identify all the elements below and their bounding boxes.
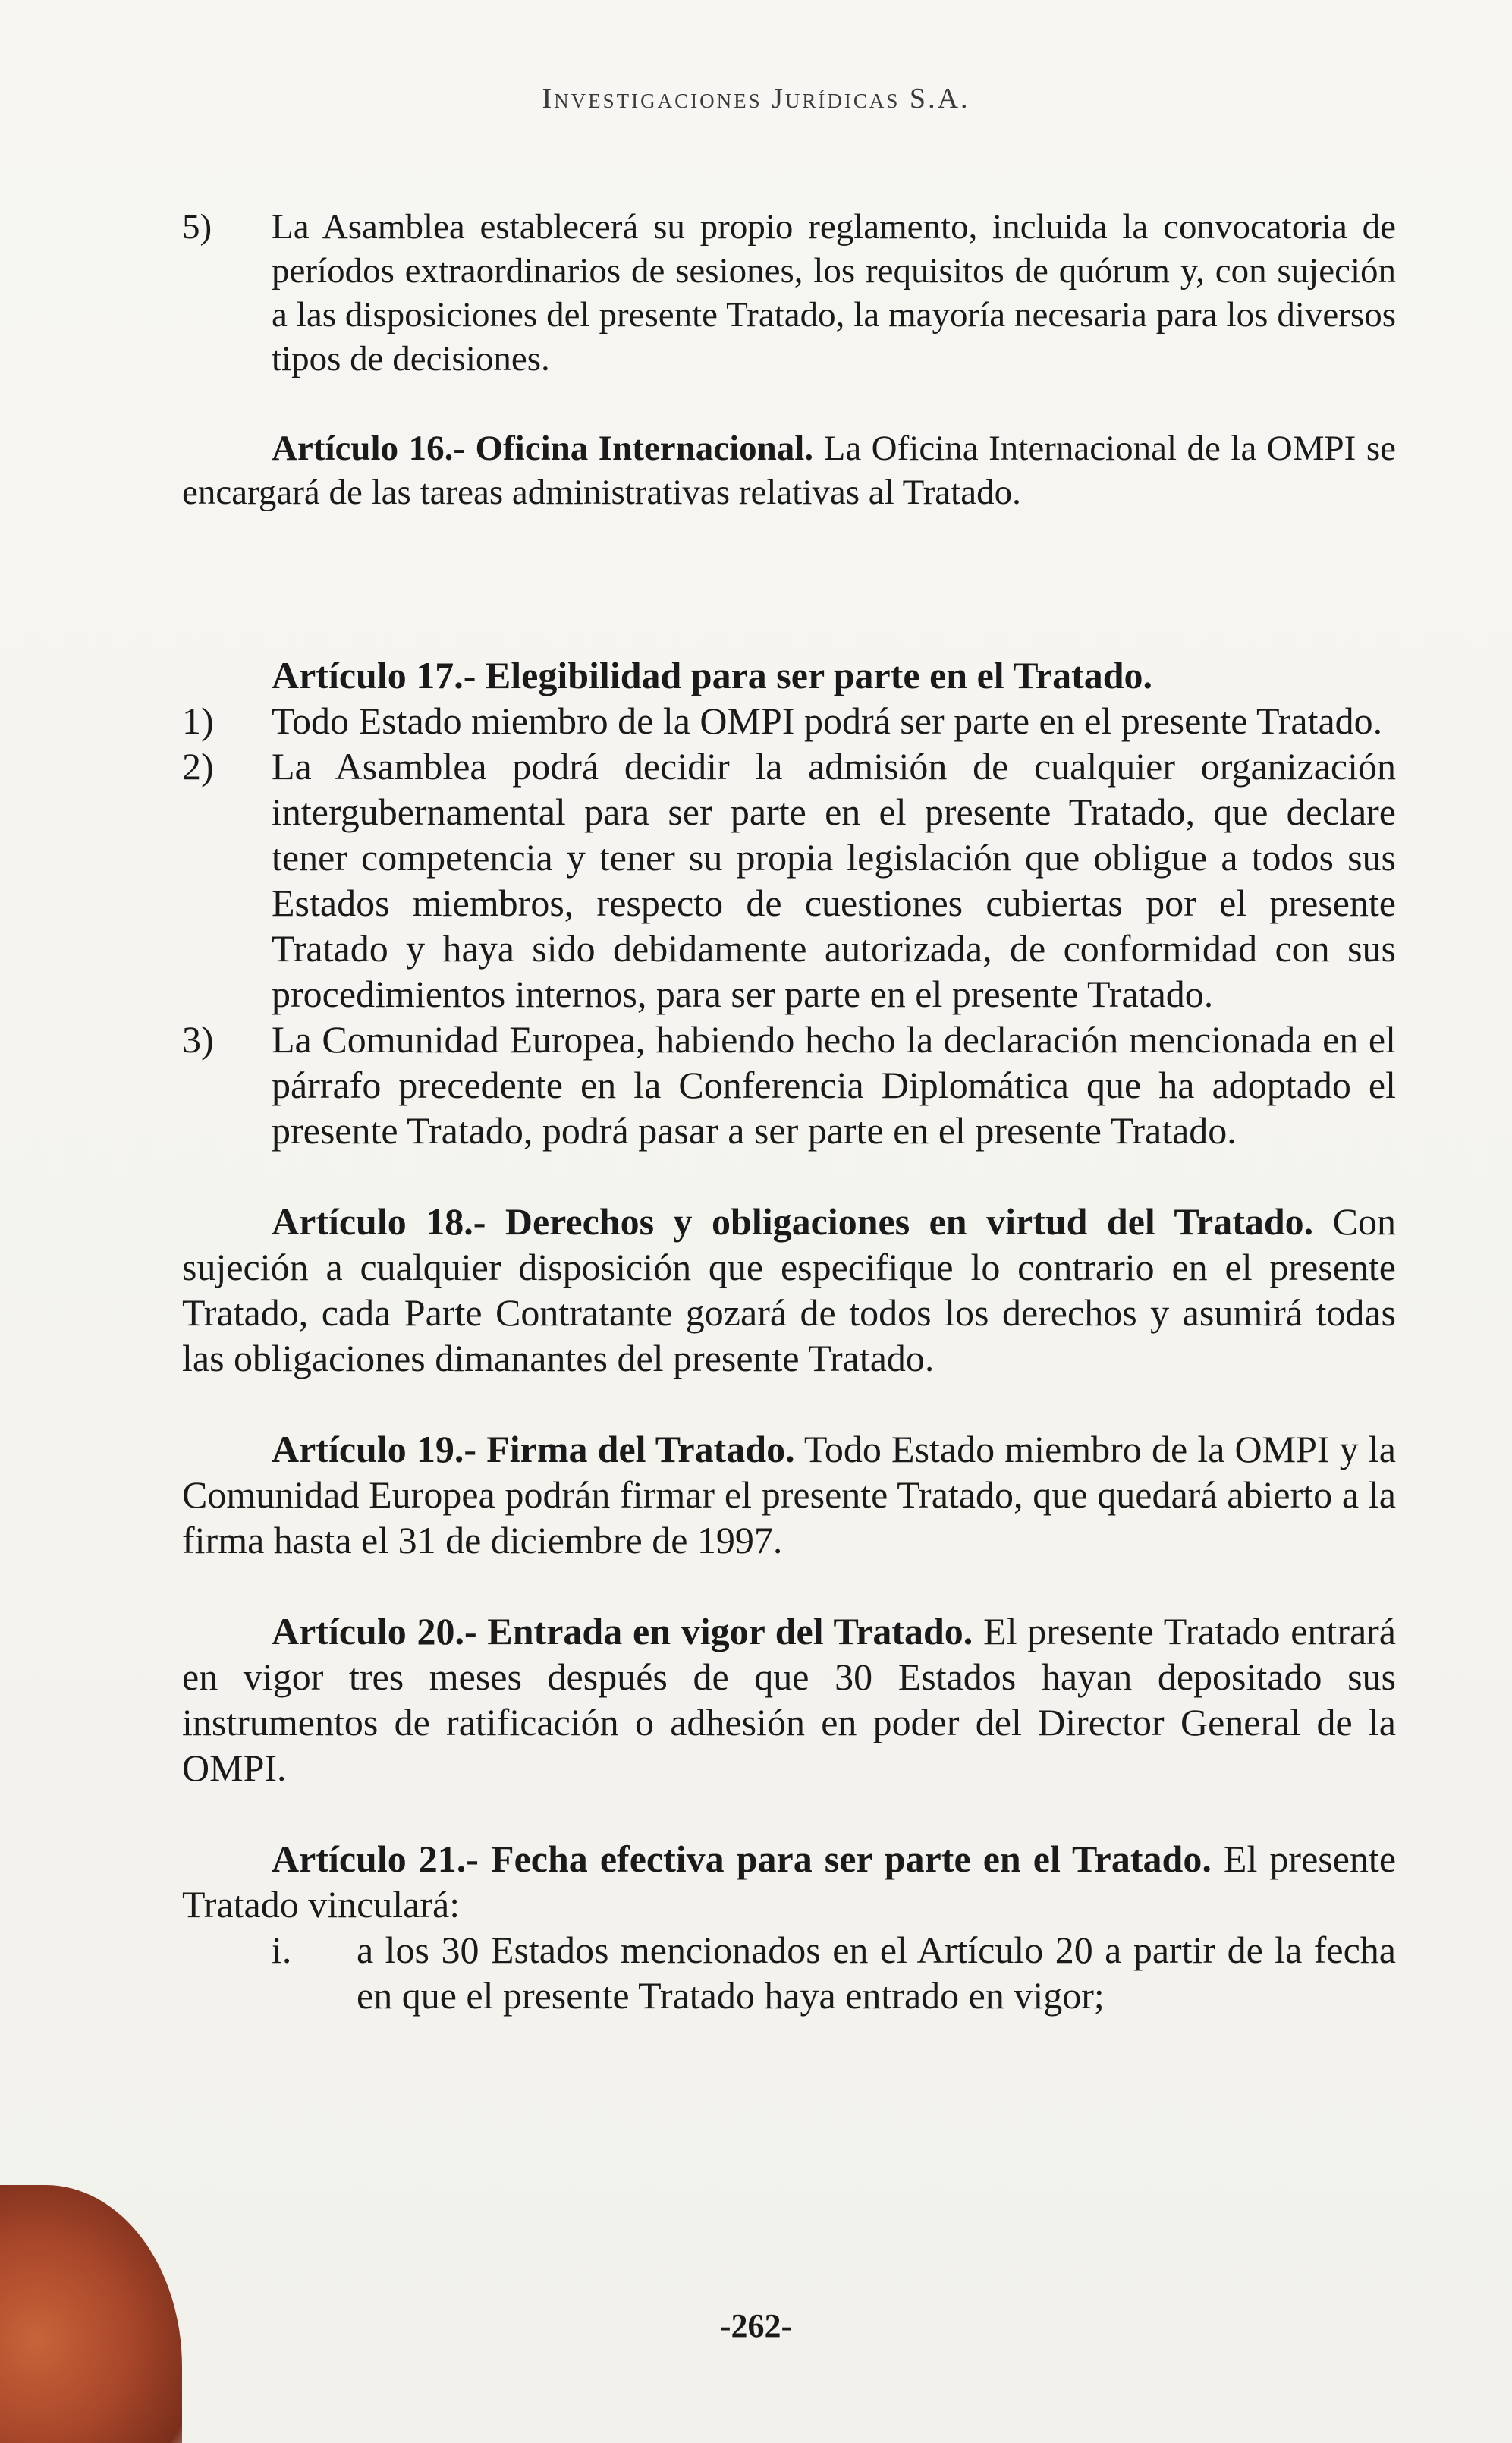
- article-17-title: [182, 652, 1396, 698]
- thumb-photo-edge: [0, 2185, 182, 2443]
- item-text: La Asamblea establecerá su propio reglamento, incluida la convocatoria de períodos extraordinarios de sesiones, los requisitos de quórum y, con sujeción a las disposiciones del presente Tratado, la mayoría necesaria para los diversos tipos de decisiones.: [272, 207, 1396, 379]
- article-19-text: Todo Estado miembro de la OMPI y la Comunidad Europea podrán firmar el presente Tratado, que quedará abierto a la firma hasta el 31 de diciembre de 1997.: [182, 1428, 1396, 1561]
- article-16: [182, 426, 1396, 514]
- item-number: 5): [182, 207, 212, 247]
- article-17-item-2: [182, 744, 1396, 1017]
- item-number: 2): [182, 745, 214, 788]
- article-18-text: Con sujeción a cualquier disposición que especifique lo contrario en el presente Tratado, cada Parte Contratante gozará de todos los derechos y asumirá todas las obligaciones dimanantes del presente Tratado.: [182, 1200, 1396, 1379]
- article-18-title: Artículo 18.- Derechos y obligaciones en virtud del Tratado.: [272, 1200, 1314, 1243]
- article-19: [182, 1426, 1396, 1563]
- item-number: 1): [182, 700, 214, 742]
- article-20-text: El presente Tratado entrará en vigor tres meses después de que 30 Estados hayan depositado sus instrumentos de ratificación o adhesión en poder del Director General de la OMPI.: [182, 1610, 1397, 1789]
- article-16-text: La Oficina Internacional de la OMPI se encargará de las tareas administrativas relativas al Tratado.: [182, 429, 1396, 512]
- page-body-top: [182, 205, 1396, 514]
- article-21-text: El presente Tratado vinculará:: [182, 1838, 1397, 1926]
- item-text: La Comunidad Europea, habiendo hecho la declaración mencionada en el párrafo precedente en la Conferencia Diplomática que ha adoptado el presente Tratado, podrá pasar a ser parte en el presente Tratado.: [272, 1018, 1396, 1152]
- item-number: 3): [182, 1018, 214, 1061]
- article-17-item-3: [182, 1017, 1396, 1153]
- article-20-title: Artículo 20.- Entrada en vigor del Tratado.: [272, 1610, 973, 1652]
- running-header: Investigaciones Jurídicas S.A.: [542, 83, 970, 115]
- article-20: [182, 1608, 1396, 1791]
- article-17-heading: Artículo 17.- Elegibilidad para ser parte en el Tratado.: [272, 654, 1153, 696]
- item-number: i.: [272, 1929, 292, 1971]
- article-21: [182, 1836, 1396, 1927]
- article-21-item-i: [182, 1927, 1396, 2018]
- article-16-title: Artículo 16.- Oficina Internacional.: [272, 429, 814, 468]
- item-text: Todo Estado miembro de la OMPI podrá ser parte en el presente Tratado.: [272, 700, 1383, 742]
- article-19-title: Artículo 19.- Firma del Tratado.: [272, 1428, 795, 1470]
- article-15-item-5: [182, 205, 1396, 381]
- item-text: a los 30 Estados mencionados en el Artículo 20 a partir de la fecha en que el presente Tratado haya entrado en vigor;: [357, 1929, 1396, 2017]
- article-18: [182, 1199, 1396, 1381]
- item-text: La Asamblea podrá decidir la admisión de cualquier organización intergubernamental para ser parte en el presente Tratado, que declare tener competencia y tener su propia legislación que obligue a todos sus Estados miembros, respecto de cuestiones cubiertas por el presente Tratado y haya sido debidamente autorizada, de conformidad con sus procedimientos internos, para ser parte en el presente Tratado.: [272, 745, 1396, 1015]
- article-17-item-1: [182, 698, 1396, 744]
- article-21-title: Artículo 21.- Fecha efectiva para ser parte en el Tratado.: [272, 1838, 1212, 1880]
- page-body-main: [182, 652, 1396, 2018]
- page-number: -262-: [719, 2307, 793, 2344]
